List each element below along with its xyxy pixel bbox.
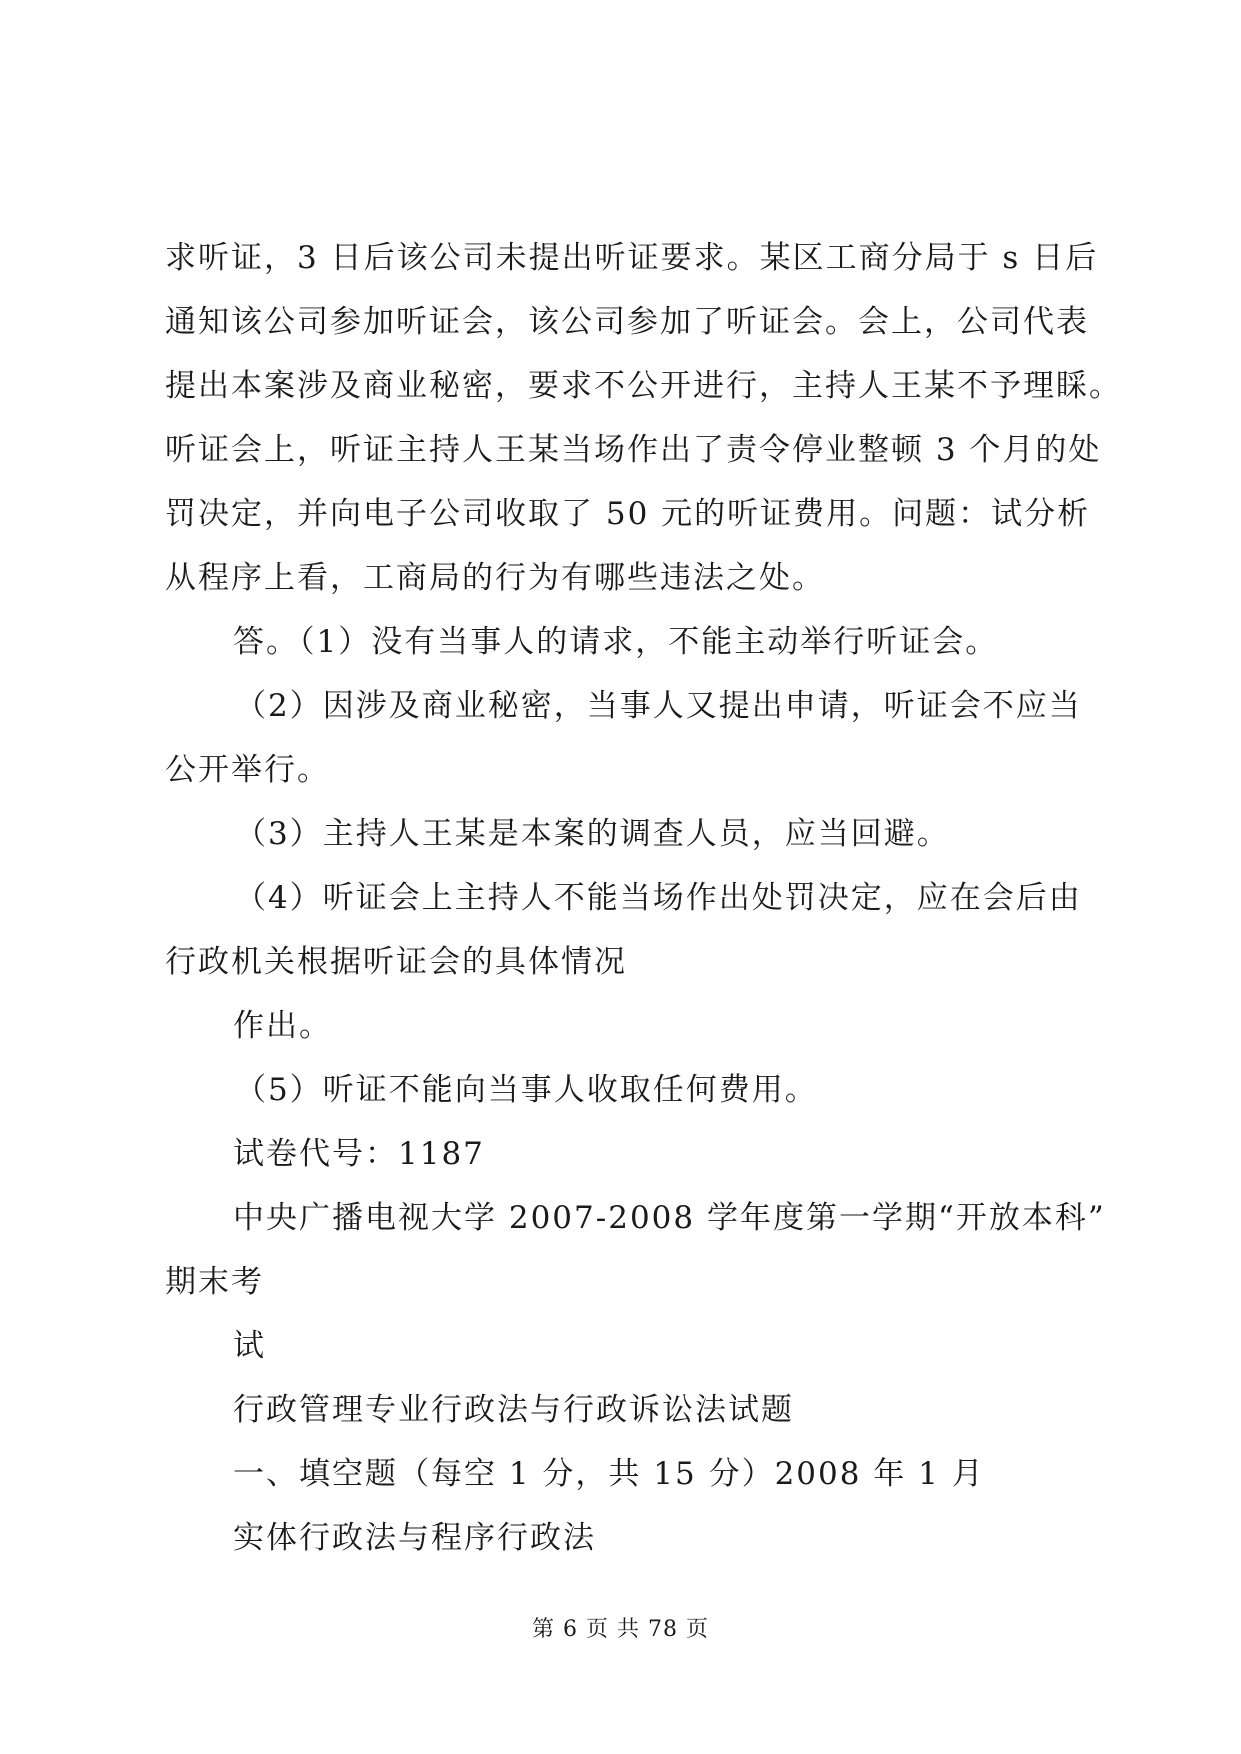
answer-item: （3）主持人王某是本案的调查人员，应当回避。 — [235, 816, 950, 852]
answer-item: （2）因涉及商业秘密，当事人又提出申请，听证会不应当 — [235, 688, 1082, 724]
text-line: 从程序上看，工商局的行为有哪些违法之处。 — [165, 560, 825, 596]
answer-item: （5）听证不能向当事人收取任何费用。 — [235, 1072, 818, 1108]
section-heading: 一、填空题（每空 1 分，共 15 分）2008 年 1 月 — [233, 1456, 985, 1492]
text-line: 听证会上，听证主持人王某当场作出了责令停业整顿 3 个月的处 — [165, 432, 1102, 468]
document-body — [165, 226, 1122, 1570]
exam-subject: 行政管理专业行政法与行政诉讼法试题 — [233, 1392, 794, 1428]
answer-line: 答。（1）没有当事人的请求，不能主动举行听证会。 — [233, 624, 999, 660]
text-line: 求听证，3 日后该公司未提出听证要求。某区工商分局于 s 日后 — [165, 240, 1099, 276]
exam-code: 试卷代号：1187 — [233, 1136, 485, 1172]
text-line: 作出。 — [233, 1008, 332, 1044]
text-line: 实体行政法与程序行政法 — [233, 1520, 596, 1556]
text-line: 期末考 — [165, 1264, 264, 1300]
text-line: 提出本案涉及商业秘密，要求不公开进行，主持人王某不予理睬。 — [165, 368, 1122, 404]
page-number: 第 6 页 共 78 页 — [532, 1617, 709, 1642]
answer-item: （4）听证会上主持人不能当场作出处罚决定，应在会后由 — [235, 880, 1082, 916]
text-line: 试 — [233, 1328, 266, 1364]
text-line: 行政机关根据听证会的具体情况 — [165, 944, 627, 980]
text-line: 罚决定，并向电子公司收取了 50 元的听证费用。问题：试分析 — [165, 496, 1091, 532]
text-line: 公开举行。 — [165, 752, 330, 788]
exam-heading: 中央广播电视大学 2007-2008 学年度第一学期“开放本科” — [233, 1200, 1106, 1236]
text-line: 通知该公司参加听证会，该公司参加了听证会。会上，公司代表 — [165, 304, 1089, 340]
